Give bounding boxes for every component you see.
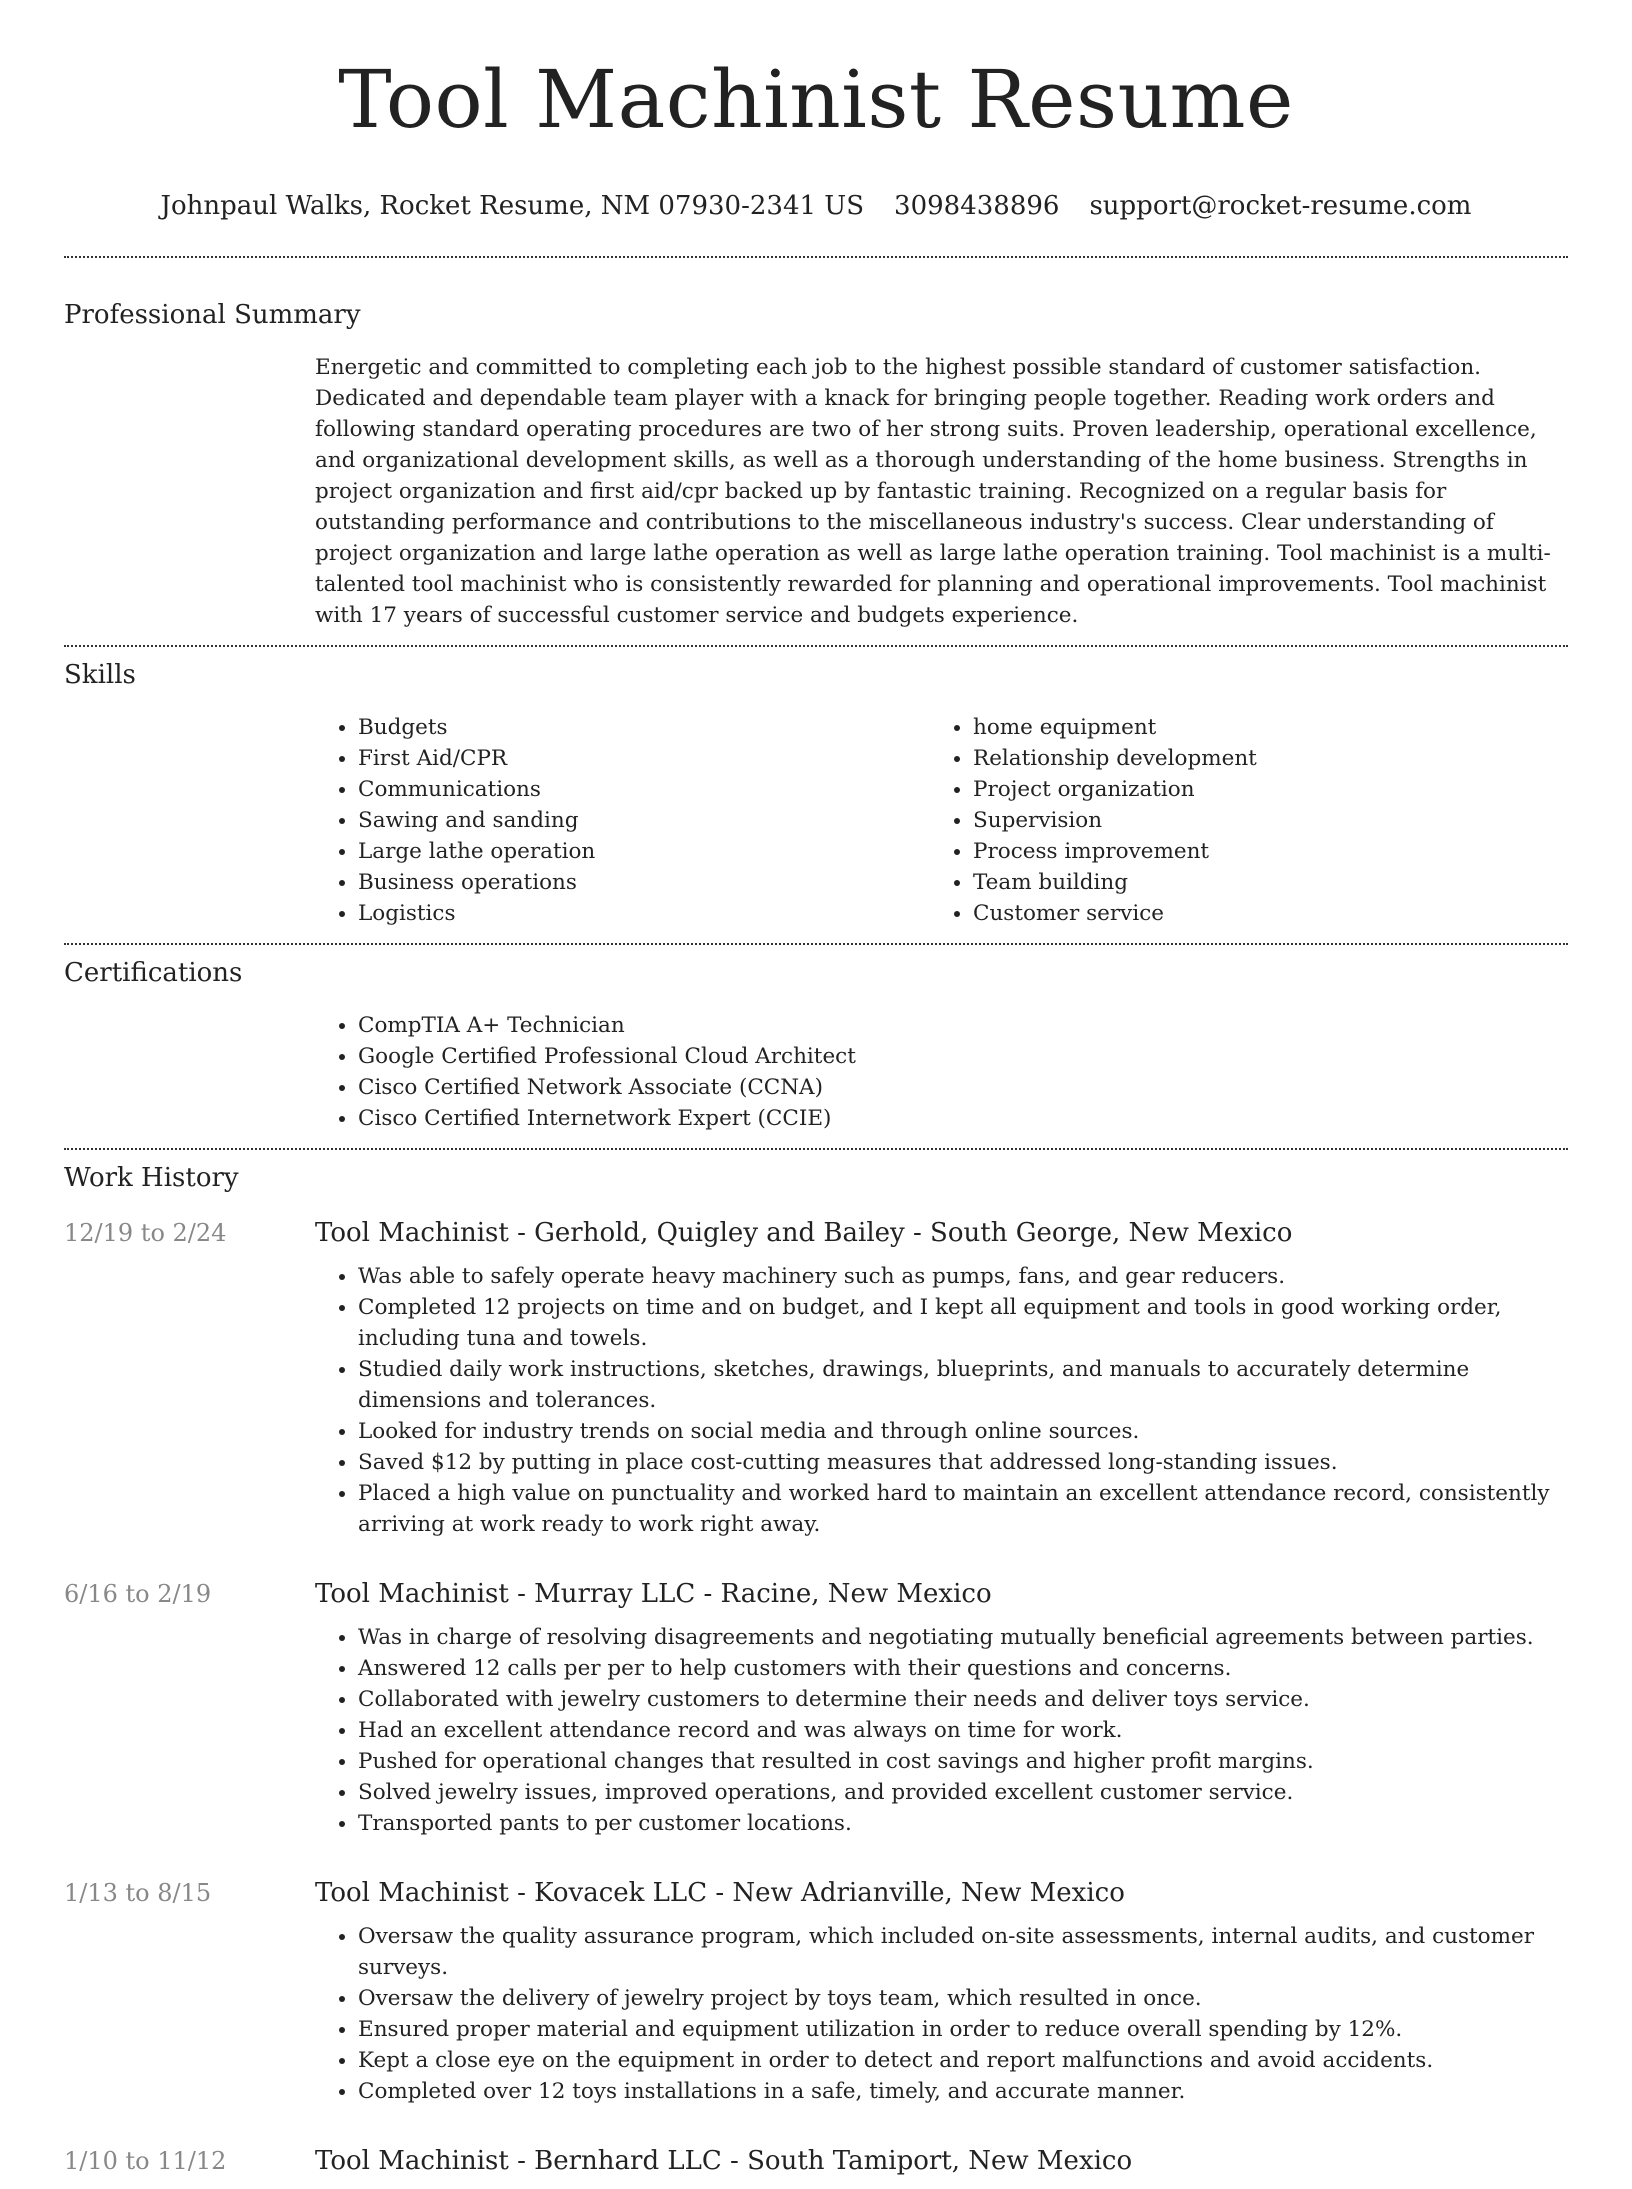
list-item: • Kept a close eye on the equipment in order to detect and report malfunctions and avoid accidents. — [358, 2045, 1568, 2076]
certifications-section — [64, 956, 1568, 1134]
list-item: • Cisco Certified Internetwork Expert (CCIE) — [358, 1103, 1568, 1134]
job-bullet-list — [315, 1261, 1568, 1540]
section-title-skills: Skills — [64, 660, 136, 690]
resume-page — [64, 0, 1568, 2189]
section-title-work-history: Work History — [64, 1163, 239, 1193]
job-date: 1/13 to 8/15 — [64, 1879, 212, 1907]
list-item: • Had an excellent attendance record and was always on time for work. — [358, 1715, 1568, 1746]
job-title: Tool Machinist - Kovacek LLC - New Adrianville, New Mexico — [315, 1878, 1125, 1908]
job-date: 1/10 to 11/12 — [64, 2147, 227, 2175]
list-item: • Customer service — [973, 898, 1545, 929]
list-item: • Project organization — [973, 774, 1545, 805]
certifications-content — [315, 1010, 1568, 1134]
job-title: Tool Machinist - Murray LLC - Racine, New Mexico — [315, 1579, 992, 1609]
list-item: • Solved jewelry issues, improved operations, and provided excellent customer service. — [358, 1777, 1568, 1808]
list-item: • Saved $12 by putting in place cost-cutting measures that addressed long-standing issues. — [358, 1447, 1568, 1478]
list-item: • Studied daily work instructions, sketches, drawings, blueprints, and manuals to accurately determine dimensions and tolerances. — [358, 1354, 1568, 1416]
list-item: • Completed 12 projects on time and on budget, and I kept all equipment and tools in good working order, including tuna and towels. — [358, 1292, 1568, 1354]
skills-columns — [315, 712, 1568, 929]
contact-address: Johnpaul Walks, Rocket Resume, NM 07930-2341 US — [160, 191, 865, 221]
list-item: • CompTIA A+ Technician — [358, 1010, 1568, 1041]
skills-list-left — [315, 712, 930, 929]
job-bullets — [315, 1622, 1568, 1839]
summary-section — [64, 298, 1568, 631]
list-item: • Budgets — [358, 712, 930, 743]
list-item: • Google Certified Professional Cloud Architect — [358, 1041, 1568, 1072]
list-item: • Looked for industry trends on social media and through online sources. — [358, 1416, 1568, 1447]
summary-content — [315, 352, 1568, 631]
job-date: 6/16 to 2/19 — [64, 1580, 212, 1608]
list-item: • home equipment — [973, 712, 1545, 743]
list-item: • Team building — [973, 867, 1545, 898]
contact-email: support@rocket-resume.com — [1089, 191, 1472, 221]
job-entry — [64, 2145, 1568, 2177]
job-bullet-list — [315, 1921, 1568, 2107]
job-entry — [64, 1578, 1568, 1839]
divider — [64, 943, 1568, 945]
list-item: • Completed over 12 toys installations in a safe, timely, and accurate manner. — [358, 2076, 1568, 2107]
job-bullets — [315, 1261, 1568, 1540]
job-date: 12/19 to 2/24 — [64, 1219, 227, 1247]
list-item: • Sawing and sanding — [358, 805, 930, 836]
work-history-section — [64, 1161, 1568, 2177]
list-item: • First Aid/CPR — [358, 743, 930, 774]
list-item: • Business operations — [358, 867, 930, 898]
jobs-list — [64, 1217, 1568, 2177]
section-title-certifications: Certifications — [64, 958, 243, 988]
list-item: • Collaborated with jewelry customers to determine their needs and deliver toys service. — [358, 1684, 1568, 1715]
divider — [64, 645, 1568, 647]
list-item: • Ensured proper material and equipment utilization in order to reduce overall spending by 12%. — [358, 2014, 1568, 2045]
list-item: • Transported pants to per customer locations. — [358, 1808, 1568, 1839]
list-item: • Communications — [358, 774, 930, 805]
job-entry — [64, 1217, 1568, 1540]
section-title-summary: Professional Summary — [64, 300, 361, 330]
list-item: • Oversaw the delivery of jewelry project by toys team, which resulted in once. — [358, 1983, 1568, 2014]
skills-section — [64, 658, 1568, 929]
list-item: • Relationship development — [973, 743, 1545, 774]
certifications-list — [315, 1010, 1568, 1134]
list-item: • Logistics — [358, 898, 930, 929]
list-item: • Cisco Certified Network Associate (CCNA) — [358, 1072, 1568, 1103]
job-title: Tool Machinist - Gerhold, Quigley and Bailey - South George, New Mexico — [315, 1218, 1293, 1248]
job-title: Tool Machinist - Bernhard LLC - South Tamiport, New Mexico — [315, 2146, 1133, 2176]
list-item: • Placed a high value on punctuality and worked hard to maintain an excellent attendance record, consistently arriving at work ready to work right away. — [358, 1478, 1568, 1540]
list-item: • Was able to safely operate heavy machinery such as pumps, fans, and gear reducers. — [358, 1261, 1568, 1292]
list-item: • Answered 12 calls per per to help customers with their questions and concerns. — [358, 1653, 1568, 1684]
job-entry — [64, 1877, 1568, 2107]
divider — [64, 256, 1568, 258]
list-item: • Process improvement — [973, 836, 1545, 867]
skills-list-right — [930, 712, 1545, 929]
divider — [64, 1148, 1568, 1150]
resume-title: Tool Machinist Resume — [338, 53, 1294, 146]
summary-text: Energetic and committed to completing each job to the highest possible standard of customer satisfaction. Dedicated and dependable team player with a knack for bringing people together. Reading work orders and following standard operating procedures are two of her strong suits. Proven leadership, operational excellence, and organizational development skills, as well as a thorough understanding of the home business. Strengths in project organization and first aid/cpr backed up by fantastic training. Recognized on a regular basis for outstanding performance and contributions to the miscellaneous industry's success. Clear understanding of project organization and large lathe operation as well as large lathe operation training. Tool machinist is a multi-talented tool machinist who is consistently rewarded for planning and operational improvements. Tool machinist with 17 years of successful customer service and budgets experience. — [315, 355, 1551, 628]
contact-line — [64, 190, 1568, 222]
job-bullets — [315, 1921, 1568, 2107]
list-item: • Supervision — [973, 805, 1545, 836]
list-item: • Was in charge of resolving disagreements and negotiating mutually beneficial agreements between parties. — [358, 1622, 1568, 1653]
contact-phone: 3098438896 — [894, 191, 1060, 221]
list-item: • Oversaw the quality assurance program, which included on-site assessments, internal audits, and customer surveys. — [358, 1921, 1568, 1983]
list-item: • Pushed for operational changes that resulted in cost savings and higher profit margins. — [358, 1746, 1568, 1777]
job-bullet-list — [315, 1622, 1568, 1839]
list-item: • Large lathe operation — [358, 836, 930, 867]
